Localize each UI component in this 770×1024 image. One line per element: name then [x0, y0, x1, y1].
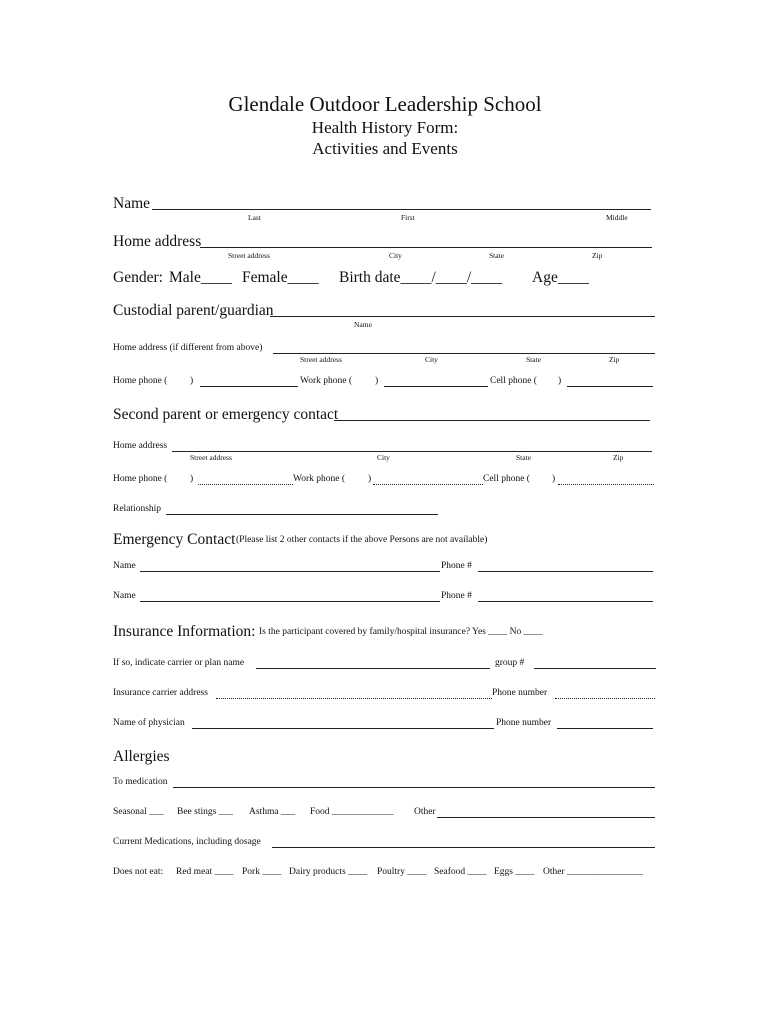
- phone1-cell-field[interactable]: [567, 386, 653, 387]
- second-address-sub-street: Street address: [190, 453, 232, 462]
- allergies-heading: Allergies: [113, 748, 170, 765]
- emergency-phone-field-2[interactable]: [478, 601, 653, 602]
- emergency-heading: Emergency Contact: [113, 531, 236, 548]
- insurance-question[interactable]: Is the participant covered by family/hospital insurance? Yes ____ No ____: [259, 627, 543, 637]
- alt-address-sub-zip: Zip: [609, 355, 620, 364]
- second-address-field[interactable]: [172, 451, 652, 452]
- phone2-cell-label: Cell phone (: [483, 474, 530, 484]
- home-address-sub-street: Street address: [228, 251, 270, 260]
- carrier-address-field[interactable]: [216, 698, 492, 699]
- emergency-name-field-1[interactable]: [140, 571, 440, 572]
- male-field[interactable]: Male____: [169, 269, 232, 286]
- physician-phone-label: Phone number: [496, 718, 552, 728]
- custodial-sub-name: Name: [354, 320, 372, 329]
- custodial-label: Custodial parent/guardian: [113, 302, 274, 319]
- relationship-label: Relationship: [113, 504, 162, 514]
- home-address-sub-city: City: [389, 251, 402, 260]
- second-parent-field[interactable]: [334, 420, 650, 421]
- phone2-cell-close: ): [552, 474, 556, 484]
- dairy-field[interactable]: Dairy products ____: [289, 867, 368, 877]
- name-sub-last: Last: [248, 213, 261, 222]
- name-label: Name: [113, 195, 151, 212]
- phone1-work-close: ): [375, 376, 379, 386]
- name-field[interactable]: [152, 209, 651, 210]
- seafood-field[interactable]: Seafood ____: [434, 867, 487, 877]
- insurance-heading: Insurance Information:: [113, 623, 256, 640]
- emergency-phone-label-1: Phone #: [441, 561, 472, 571]
- emergency-phone-label-2: Phone #: [441, 591, 472, 601]
- emergency-name-label-1: Name: [113, 561, 136, 571]
- phone1-home-close: ): [190, 376, 194, 386]
- alt-address-sub-street: Street address: [300, 355, 342, 364]
- phone2-home-field[interactable]: [198, 484, 293, 485]
- eat-other-field[interactable]: Other ________________: [543, 867, 644, 877]
- carrier-label: If so, indicate carrier or plan name: [113, 658, 245, 668]
- home-address-sub-zip: Zip: [592, 251, 603, 260]
- second-address-sub-city: City: [377, 453, 390, 462]
- poultry-field[interactable]: Poultry ____: [377, 867, 427, 877]
- home-address-label: Home address: [113, 233, 202, 250]
- carrier-field[interactable]: [256, 668, 490, 669]
- phone2-work-label: Work phone (: [293, 474, 345, 484]
- emergency-name-field-2[interactable]: [140, 601, 440, 602]
- other-allergy-field[interactable]: [437, 817, 655, 818]
- phone1-home-field[interactable]: [200, 386, 298, 387]
- phone2-home-close: ): [190, 474, 194, 484]
- carrier-phone-field[interactable]: [555, 698, 655, 699]
- second-address-sub-state: State: [516, 453, 531, 462]
- form-subtitle-2: Activities and Events: [312, 139, 458, 158]
- emergency-name-label-2: Name: [113, 591, 136, 601]
- other-allergy-label: Other: [414, 807, 436, 817]
- bee-stings-field[interactable]: Bee stings ___: [177, 807, 233, 817]
- birth-date-field[interactable]: Birth date____/____/____: [339, 269, 503, 286]
- food-field[interactable]: Food _____________: [310, 807, 394, 817]
- phone1-cell-label: Cell phone (: [490, 376, 537, 386]
- medication-field[interactable]: [173, 787, 655, 788]
- home-address-sub-state: State: [489, 251, 504, 260]
- group-field[interactable]: [534, 668, 656, 669]
- seasonal-field[interactable]: Seasonal ___: [113, 807, 164, 817]
- current-meds-field[interactable]: [272, 847, 655, 848]
- phone1-home-label: Home phone (: [113, 376, 168, 386]
- home-address-field[interactable]: [200, 247, 652, 248]
- second-parent-label: Second parent or emergency contact: [113, 406, 339, 423]
- alt-address-sub-state: State: [526, 355, 541, 364]
- emergency-note: (Please list 2 other contacts if the above Persons are not available): [236, 535, 488, 545]
- female-field[interactable]: Female____: [242, 269, 319, 286]
- gender-label: Gender:: [113, 269, 163, 286]
- alt-address-label: Home address (if different from above): [113, 343, 263, 353]
- phone2-cell-field[interactable]: [558, 484, 654, 485]
- phone1-work-field[interactable]: [384, 386, 488, 387]
- eggs-field[interactable]: Eggs ____: [494, 867, 535, 877]
- relationship-field[interactable]: [166, 514, 438, 515]
- second-address-sub-zip: Zip: [613, 453, 624, 462]
- asthma-field[interactable]: Asthma ___: [249, 807, 296, 817]
- phone1-cell-close: ): [558, 376, 562, 386]
- current-meds-label: Current Medications, including dosage: [113, 837, 261, 847]
- phone2-work-close: ): [368, 474, 372, 484]
- red-meat-field[interactable]: Red meat ____: [176, 867, 234, 877]
- custodial-field[interactable]: [270, 316, 655, 317]
- group-label: group #: [495, 658, 525, 668]
- alt-address-sub-city: City: [425, 355, 438, 364]
- does-not-eat-label: Does not eat:: [113, 867, 164, 877]
- phone1-work-label: Work phone (: [300, 376, 352, 386]
- name-sub-first: First: [401, 213, 415, 222]
- form-title: Glendale Outdoor Leadership School: [228, 92, 542, 116]
- form-subtitle-1: Health History Form:: [311, 118, 459, 137]
- phone2-home-label: Home phone (: [113, 474, 168, 484]
- phone2-work-field[interactable]: [373, 484, 483, 485]
- alt-address-field[interactable]: [273, 353, 655, 354]
- carrier-phone-label: Phone number: [492, 688, 548, 698]
- carrier-address-label: Insurance carrier address: [113, 688, 208, 698]
- emergency-phone-field-1[interactable]: [478, 571, 653, 572]
- physician-phone-field[interactable]: [557, 728, 653, 729]
- physician-label: Name of physician: [113, 718, 185, 728]
- medication-label: To medication: [113, 777, 168, 787]
- name-sub-middle: Middle: [606, 213, 628, 222]
- physician-field[interactable]: [192, 728, 494, 729]
- age-field[interactable]: Age____: [532, 269, 589, 286]
- pork-field[interactable]: Pork ____: [242, 867, 282, 877]
- second-address-label: Home address: [113, 441, 168, 451]
